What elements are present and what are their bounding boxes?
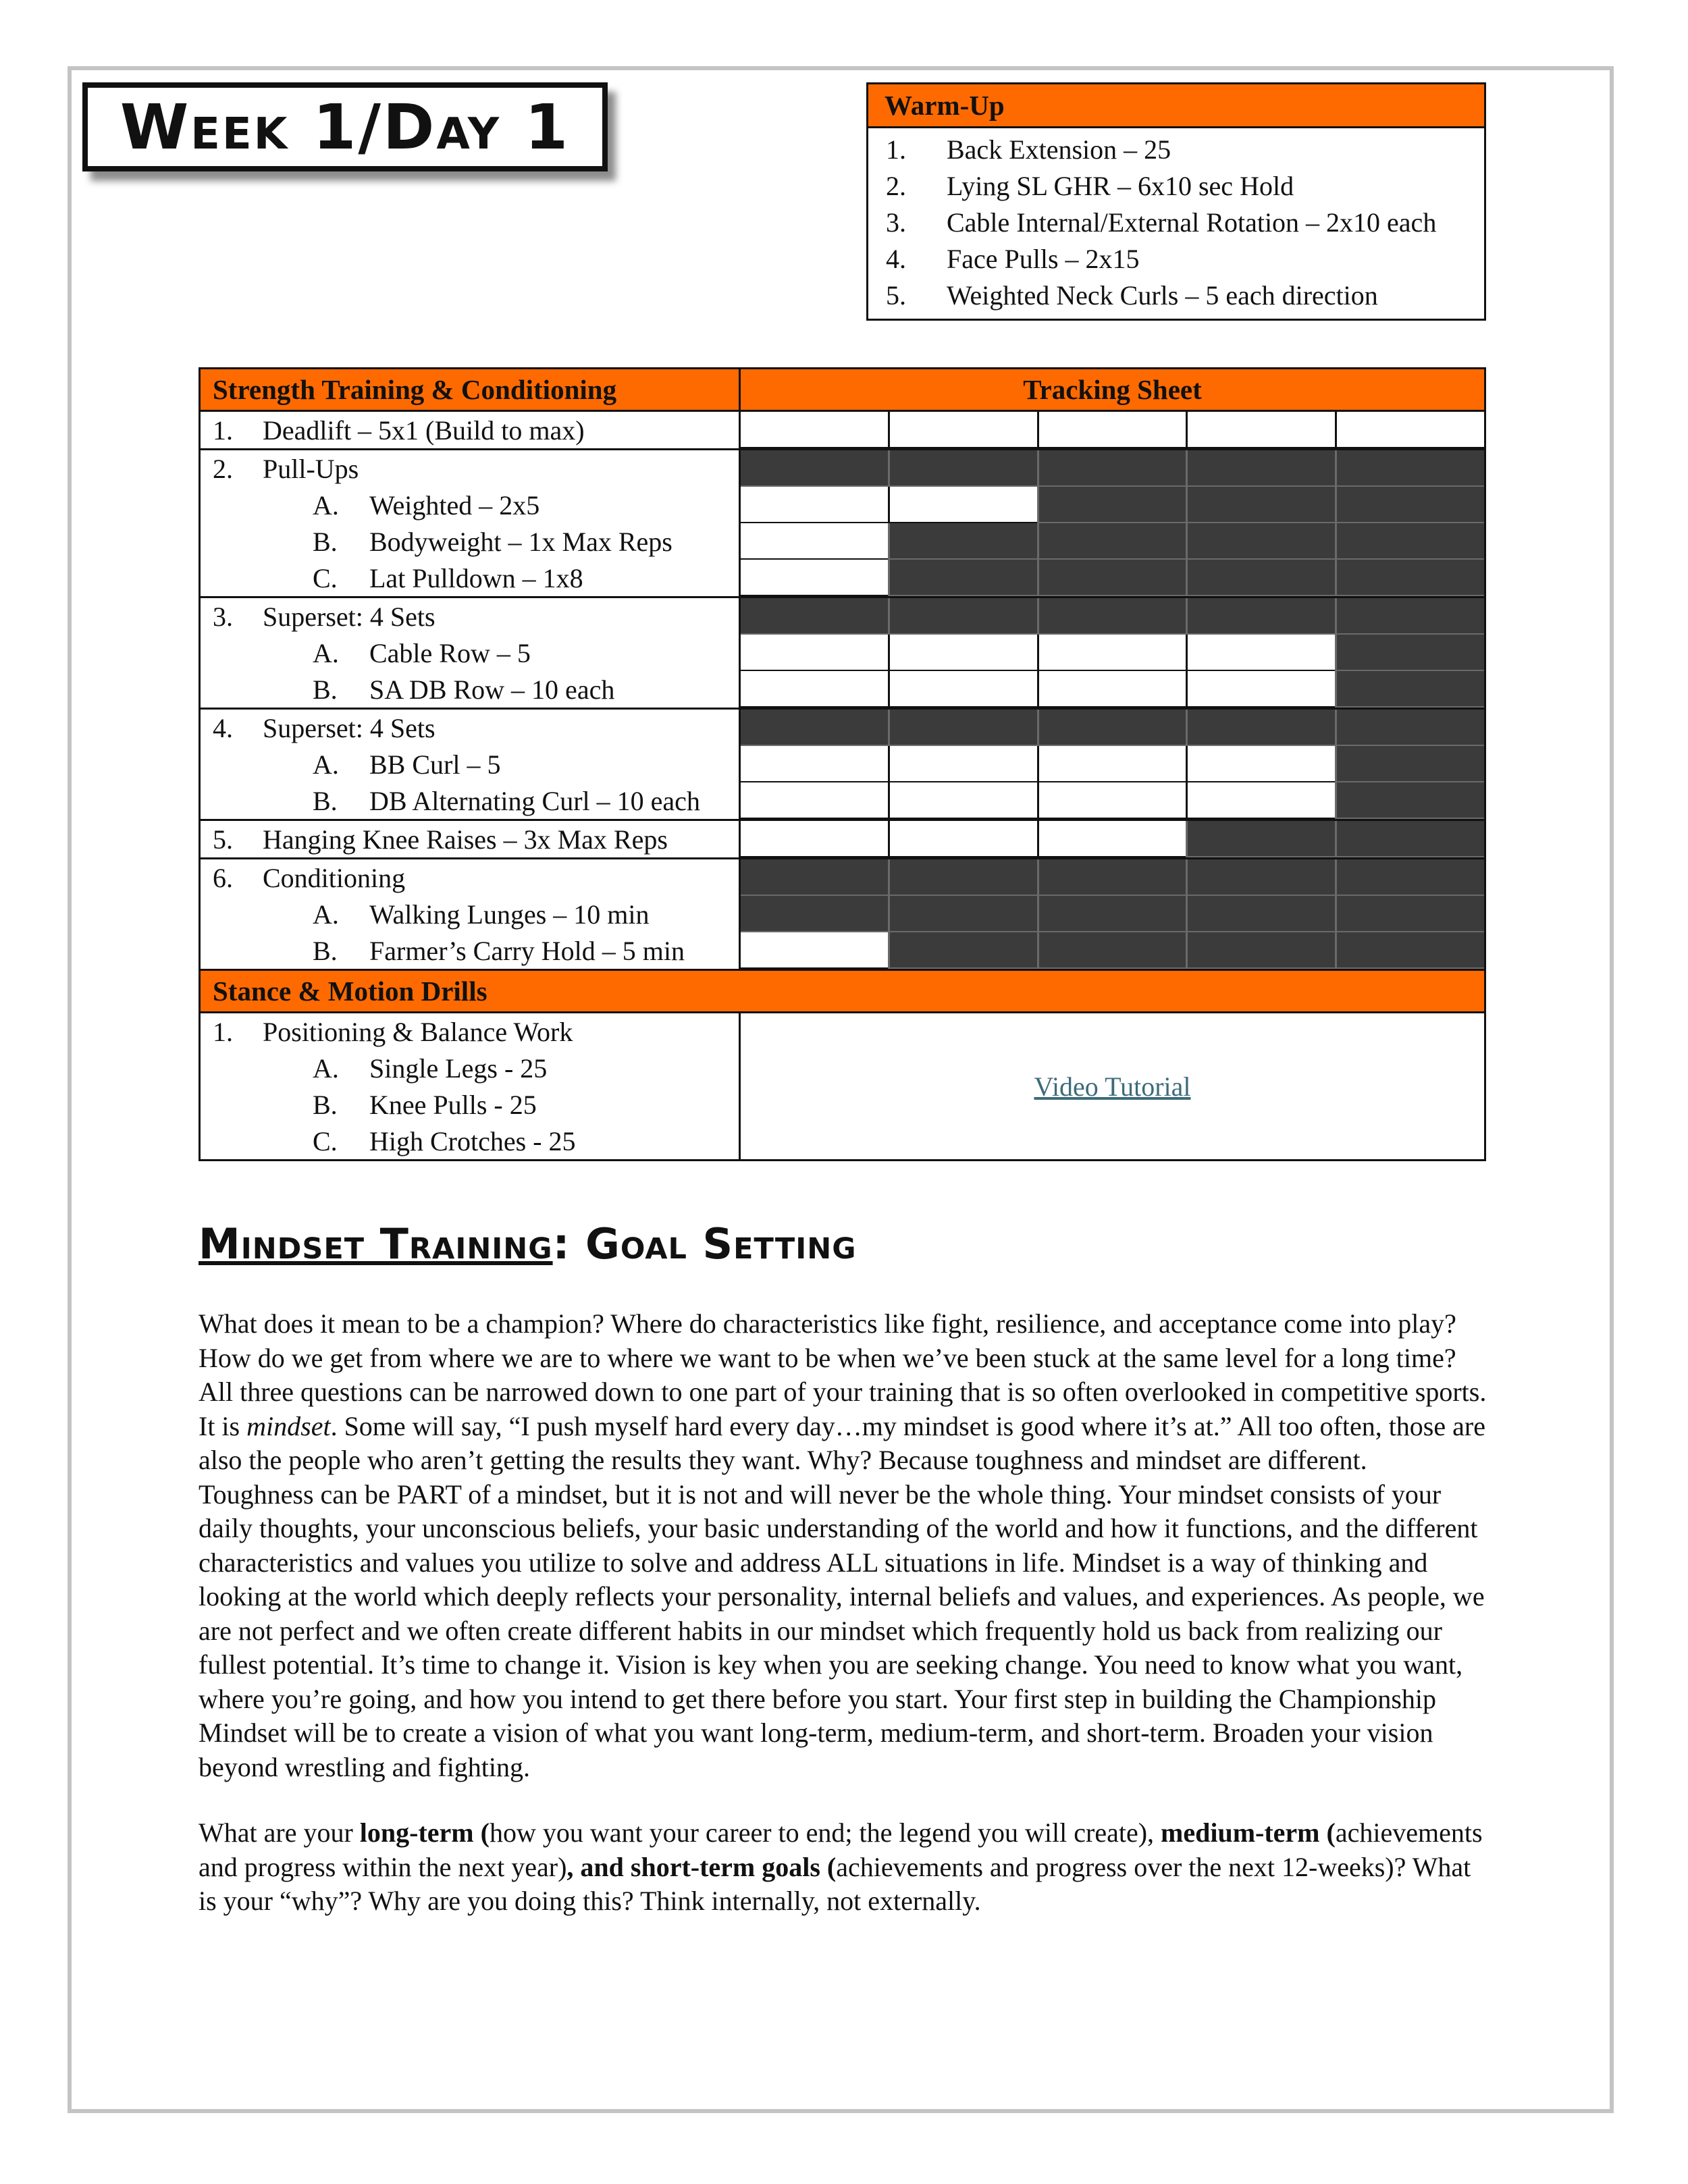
tracking-cell[interactable] — [1186, 782, 1335, 819]
tracking-row — [741, 821, 1484, 857]
exercise-group-deadlift — [201, 412, 1484, 450]
tracking-cell[interactable] — [888, 821, 1037, 857]
item-letter: B. — [313, 526, 338, 557]
warmup-item — [868, 277, 1484, 313]
exercise-subrow — [201, 746, 739, 782]
exercise-row — [201, 1013, 739, 1050]
bold-text: long-term ( — [359, 1817, 490, 1848]
warmup-header: Warm-Up — [868, 84, 1484, 128]
tracking-row — [741, 487, 1484, 523]
exercise-text: DB Alternating Curl – 10 each — [369, 785, 700, 816]
stance-drills-group — [201, 1013, 1484, 1159]
tracking-cell[interactable] — [741, 782, 888, 819]
tracking-cell[interactable] — [888, 635, 1037, 671]
bold-text: short-term goals ( — [630, 1851, 837, 1882]
exercise-text: Hanging Knee Raises – 3x Max Reps — [263, 824, 668, 855]
blocked-cell — [1037, 932, 1186, 969]
warmup-item — [868, 131, 1484, 167]
exercise-subrow — [201, 1050, 739, 1086]
tracking-row — [741, 859, 1484, 896]
exercise-text: Superset: 4 Sets — [263, 601, 436, 632]
tracking-cell[interactable] — [741, 412, 888, 448]
warmup-item — [868, 167, 1484, 204]
item-letter: C. — [313, 562, 338, 593]
exercise-text: Positioning & Balance Work — [263, 1016, 573, 1047]
blocked-cell — [1335, 598, 1484, 635]
bold-text: , and — [566, 1851, 631, 1882]
blocked-cell — [888, 896, 1037, 932]
item-number: 1. — [213, 415, 233, 446]
item-number: 1. — [886, 134, 906, 165]
emphasis-text: mindset — [246, 1410, 331, 1441]
exercise-text: Walking Lunges – 10 min — [369, 899, 650, 930]
tracking-row — [741, 560, 1484, 596]
exercise-text: Superset: 4 Sets — [263, 712, 436, 743]
exercise-text: Single Legs - 25 — [369, 1053, 548, 1084]
warmup-item — [868, 204, 1484, 240]
exercise-text: Bodyweight – 1x Max Reps — [369, 526, 672, 557]
tracking-row — [741, 746, 1484, 782]
blocked-cell — [1335, 560, 1484, 596]
exercise-text: BB Curl – 5 — [369, 749, 501, 780]
blocked-cell — [1335, 859, 1484, 896]
training-table-header — [201, 369, 1484, 412]
exercise-row — [201, 450, 739, 487]
blocked-cell — [1335, 450, 1484, 487]
tracking-row — [741, 412, 1484, 448]
tracking-row — [741, 523, 1484, 560]
tracking-cell[interactable] — [1037, 412, 1186, 448]
mindset-heading-rest: : Goal Setting — [552, 1219, 857, 1269]
blocked-cell — [1335, 635, 1484, 671]
tracking-row — [741, 896, 1484, 932]
blocked-cell — [1186, 523, 1335, 560]
tracking-cell[interactable] — [741, 821, 888, 857]
blocked-cell — [1335, 523, 1484, 560]
exercise-subrow — [201, 671, 739, 708]
warmup-table — [866, 82, 1486, 321]
blocked-cell — [741, 896, 888, 932]
blocked-cell — [1037, 896, 1186, 932]
exercise-text: Conditioning — [263, 862, 406, 893]
blocked-cell — [1335, 932, 1484, 969]
week-title: Week 1/Day 1 — [120, 90, 571, 163]
blocked-cell — [1037, 598, 1186, 635]
blocked-cell — [1037, 450, 1186, 487]
exercise-row — [201, 859, 739, 896]
paragraph-text: What does it mean to be a champion? Where do characteristics like fight, resilience, and acceptance come into play? How do we get from where we are to where we want to be when we’ve been stuck at the same level for a long time? All three questions can be narrowed down to one part of your training that is so often overlooked in competitive sports. It is — [199, 1308, 1487, 1441]
training-table — [199, 367, 1486, 1161]
tracking-cell[interactable] — [1037, 746, 1186, 782]
tracking-cell[interactable] — [1186, 671, 1335, 708]
blocked-cell — [1186, 821, 1335, 857]
week-title-box — [82, 82, 608, 171]
item-number: 2. — [886, 170, 906, 201]
item-text: Weighted Neck Curls – 5 each direction — [947, 279, 1378, 311]
blocked-cell — [1186, 598, 1335, 635]
tracking-cell[interactable] — [741, 487, 888, 523]
blocked-cell — [1335, 710, 1484, 746]
tracking-cell[interactable] — [741, 671, 888, 708]
tracking-row — [741, 450, 1484, 487]
tracking-cell[interactable] — [741, 746, 888, 782]
blocked-cell — [1186, 487, 1335, 523]
item-number: 5. — [213, 824, 233, 855]
paragraph-text: how you want your career to end; the legend you will create), — [489, 1817, 1161, 1848]
blocked-cell — [1037, 560, 1186, 596]
blocked-cell — [888, 710, 1037, 746]
blocked-cell — [1186, 859, 1335, 896]
exercise-text: Knee Pulls - 25 — [369, 1089, 537, 1120]
exercise-subrow — [201, 1086, 739, 1123]
paragraph-text: achievements and progress over the next 12-weeks)? What is your “why”? Why are you doing this? Think internally, not externally. — [199, 1851, 1471, 1916]
mindset-paragraph-2 — [199, 1816, 1488, 1919]
paragraph-text: achievements and progress within the next year) — [199, 1817, 1483, 1882]
tracking-cell[interactable] — [888, 487, 1037, 523]
blocked-cell — [888, 450, 1037, 487]
item-number: 2. — [213, 453, 233, 484]
exercise-text: High Crotches - 25 — [369, 1125, 576, 1156]
tracking-cell[interactable] — [888, 746, 1037, 782]
tracking-row — [741, 635, 1484, 671]
tracking-cell[interactable] — [888, 412, 1037, 448]
item-letter: B. — [313, 674, 338, 705]
blocked-cell — [888, 523, 1037, 560]
blocked-cell — [1186, 560, 1335, 596]
blocked-cell — [1037, 487, 1186, 523]
item-letter: C. — [313, 1125, 338, 1156]
tracking-cell[interactable] — [1186, 412, 1335, 448]
tracking-cell[interactable] — [1186, 746, 1335, 782]
tracking-row — [741, 782, 1484, 819]
blocked-cell — [1335, 821, 1484, 857]
blocked-cell — [1037, 523, 1186, 560]
blocked-cell — [1186, 932, 1335, 969]
item-letter: B. — [313, 785, 338, 816]
strength-header: Strength Training & Conditioning — [201, 369, 741, 410]
blocked-cell — [1186, 710, 1335, 746]
blocked-cell — [1335, 782, 1484, 819]
item-number: 5. — [886, 279, 906, 311]
item-text: Face Pulls – 2x15 — [947, 243, 1140, 274]
blocked-cell — [1335, 896, 1484, 932]
item-letter: B. — [313, 935, 338, 966]
blocked-cell — [1335, 671, 1484, 708]
video-area — [741, 1013, 1484, 1159]
item-number: 4. — [213, 712, 233, 743]
exercise-text: SA DB Row – 10 each — [369, 674, 615, 705]
warmup-list — [868, 128, 1484, 319]
tracking-row — [741, 598, 1484, 635]
exercise-group-superset-rows — [201, 598, 1484, 710]
blocked-cell — [1335, 746, 1484, 782]
tracking-cell[interactable] — [1037, 821, 1186, 857]
bold-text: medium-term ( — [1161, 1817, 1336, 1848]
exercise-subrow — [201, 1123, 739, 1159]
item-letter: B. — [313, 1089, 338, 1120]
item-number: 3. — [213, 601, 233, 632]
item-letter: A. — [313, 1053, 339, 1084]
exercise-group-conditioning — [201, 859, 1484, 971]
paragraph-text: . Some will say, “I push myself hard every day…my mindset is good where it’s at.” All too often, those are also the people who aren’t getting the results they want. Why? Because toughness and mindset are different. Toughness can be PART of a mindset, but it is not and will never be the whole thing. Your mindset consists of your daily thoughts, your unconscious beliefs, your basic understanding of the world and how it functions, and the different characteristics and values you utilize to solve and address ALL situations in life. Mindset is a way of thinking and looking at the world which deeply reflects your personality, internal beliefs and values, and experiences. As people, we are not perfect and we often create different habits in our mindset which frequently hold us back from realizing our fullest potential. It’s time to change it. Vision is key when you are seeking change. You need to know what you want, where you’re going, and how you intend to get there before you start. Your first step in building the Championship Mindset will be to create a vision of what you want long-term, medium-term, and short-term. Broaden your vision beyond wrestling and fighting. — [199, 1410, 1485, 1782]
exercise-row — [201, 821, 739, 857]
blocked-cell — [888, 932, 1037, 969]
exercise-subrow — [201, 635, 739, 671]
item-number: 6. — [213, 862, 233, 893]
tracking-cell[interactable] — [1037, 635, 1186, 671]
blocked-cell — [1335, 487, 1484, 523]
exercise-subrow — [201, 523, 739, 560]
mindset-heading-main: Mindset Training — [199, 1219, 553, 1269]
blocked-cell — [1037, 710, 1186, 746]
tracking-cell[interactable] — [741, 523, 888, 560]
item-text: Cable Internal/External Rotation – 2x10 each — [947, 207, 1437, 238]
exercise-text: Weighted – 2x5 — [369, 489, 540, 521]
exercise-text: Deadlift – 5x1 (Build to max) — [263, 415, 585, 446]
blocked-cell — [1186, 450, 1335, 487]
exercise-subrow — [201, 932, 739, 969]
mindset-heading — [199, 1219, 856, 1269]
item-letter: A. — [313, 749, 339, 780]
exercise-subrow — [201, 487, 739, 523]
exercise-subrow — [201, 782, 739, 819]
tracking-row — [741, 710, 1484, 746]
blocked-cell — [1037, 859, 1186, 896]
item-text: Back Extension – 25 — [947, 134, 1171, 165]
stance-drills-header: Stance & Motion Drills — [201, 971, 1484, 1013]
tracking-row — [741, 671, 1484, 708]
tracking-cell[interactable] — [1037, 782, 1186, 819]
item-text: Lying SL GHR – 6x10 sec Hold — [947, 170, 1294, 201]
tracking-cell[interactable] — [1037, 671, 1186, 708]
blocked-cell — [741, 598, 888, 635]
item-letter: A. — [313, 489, 339, 521]
tracking-cell[interactable] — [888, 782, 1037, 819]
exercise-group-pullups — [201, 450, 1484, 598]
item-number: 1. — [213, 1016, 233, 1047]
item-number: 3. — [886, 207, 906, 238]
tracking-cell[interactable] — [741, 635, 888, 671]
tracking-cell[interactable] — [1335, 412, 1484, 448]
blocked-cell — [1186, 896, 1335, 932]
exercise-subrow — [201, 560, 739, 596]
blocked-cell — [741, 450, 888, 487]
exercise-row — [201, 412, 739, 448]
tracking-cell[interactable] — [888, 671, 1037, 708]
exercise-row — [201, 598, 739, 635]
blocked-cell — [888, 560, 1037, 596]
blocked-cell — [741, 710, 888, 746]
video-tutorial-link[interactable]: Video Tutorial — [1034, 1071, 1191, 1102]
exercise-text: Pull-Ups — [263, 453, 359, 484]
exercise-subrow — [201, 896, 739, 932]
item-letter: A. — [313, 899, 339, 930]
blocked-cell — [888, 859, 1037, 896]
warmup-item — [868, 240, 1484, 277]
item-number: 4. — [886, 243, 906, 274]
tracking-cell[interactable] — [1186, 635, 1335, 671]
tracking-sheet-header: Tracking Sheet — [1023, 374, 1202, 405]
tracking-cell[interactable] — [741, 932, 888, 969]
item-letter: A. — [313, 637, 339, 668]
exercise-row — [201, 710, 739, 746]
blocked-cell — [888, 598, 1037, 635]
mindset-paragraph-1 — [199, 1307, 1488, 1784]
exercise-group-superset-curls — [201, 710, 1484, 821]
paragraph-text: What are your — [199, 1817, 360, 1848]
exercise-group-knee-raises — [201, 821, 1484, 859]
exercise-text: Farmer’s Carry Hold – 5 min — [369, 935, 685, 966]
tracking-row — [741, 932, 1484, 969]
exercise-text: Cable Row – 5 — [369, 637, 531, 668]
exercise-text: Lat Pulldown – 1x8 — [369, 562, 583, 593]
tracking-cell[interactable] — [741, 560, 888, 596]
blocked-cell — [741, 859, 888, 896]
